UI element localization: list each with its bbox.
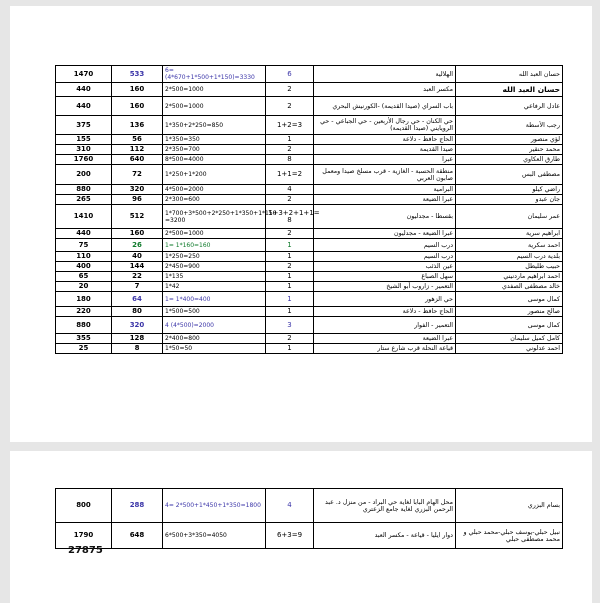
count-cell: 4 [266, 489, 314, 523]
share-cell: 512 [112, 205, 163, 229]
location-cell: عبرا الضيعة [314, 195, 456, 205]
total-cell: 155 [56, 135, 112, 145]
total-cell: 65 [56, 272, 112, 282]
total-cell: 75 [56, 239, 112, 252]
total-cell: 880 [56, 317, 112, 334]
share-cell: 112 [112, 145, 163, 155]
name-cell: راضي كيلو [456, 185, 563, 195]
location-cell: صيدا القديمة [314, 145, 456, 155]
table-row [56, 66, 563, 83]
name-cell: كامل كميل سليمان [456, 334, 563, 344]
total-cell: 110 [56, 252, 112, 262]
location-cell: محل الهام البابا لغاية حي البراد - من منزل د. عبد الرحمن البزري لغاية جامع الزعتري [314, 489, 456, 523]
location-cell: التعمير - الفوار [314, 317, 456, 334]
table-row [56, 185, 563, 195]
name-cell: كمال موسى [456, 292, 563, 307]
share-cell: 144 [112, 262, 163, 272]
location-cell: الحاج حافظ - دلاعة [314, 135, 456, 145]
table-row [56, 334, 563, 344]
name-cell: محمد حنقير [456, 145, 563, 155]
table-row [56, 145, 563, 155]
count-cell: 8 [266, 155, 314, 165]
calculation-cell: 2*300=600 [163, 195, 266, 205]
share-cell: 40 [112, 252, 163, 262]
table-row [56, 307, 563, 317]
calculation-cell: 1*250=250 [163, 252, 266, 262]
table-row [56, 83, 563, 97]
share-cell: 640 [112, 155, 163, 165]
total-cell: 220 [56, 307, 112, 317]
name-cell: حسان العبد الله [456, 66, 563, 83]
location-cell: الحاج حافظ - دلاعة [314, 307, 456, 317]
table-row [56, 239, 563, 252]
count-cell: 2 [266, 195, 314, 205]
count-cell: 6+3=9 [266, 523, 314, 549]
total-cell: 355 [56, 334, 112, 344]
location-cell: منطقة الحسبة - الغازية - قرب مسلخ صيدا ومعمل صابون العربي [314, 165, 456, 185]
count-cell: 1+2=3 [266, 116, 314, 135]
total-cell: 440 [56, 83, 112, 97]
location-cell: البرامية [314, 185, 456, 195]
name-cell: احمد سكرية [456, 239, 563, 252]
calculation-cell: 1*250+1*200 [163, 165, 266, 185]
share-cell: 96 [112, 195, 163, 205]
count-cell: 2 [266, 229, 314, 239]
table-row [56, 135, 563, 145]
location-cell: الهلالية [314, 66, 456, 83]
total-cell: 1760 [56, 155, 112, 165]
share-cell: 80 [112, 307, 163, 317]
share-cell: 320 [112, 317, 163, 334]
table-row [56, 97, 563, 116]
share-cell: 7 [112, 282, 163, 292]
count-cell: 1 [266, 292, 314, 307]
location-cell: عبرا الضيعة [314, 334, 456, 344]
name-cell: عمر سليمان [456, 205, 563, 229]
total-cell: 800 [56, 489, 112, 523]
location-cell: باب السراي (صيدا القديمة) -الكورنيش البحري [314, 97, 456, 116]
calculation-cell: 1*350+2*250=850 [163, 116, 266, 135]
calculation-cell: 2*450=900 [163, 262, 266, 272]
name-cell: حسان العبد الله [456, 83, 563, 97]
count-cell: 2 [266, 334, 314, 344]
name-cell: احمد عدلوني [456, 344, 563, 354]
document-page-2 [10, 451, 592, 603]
location-cell: درب السيم [314, 239, 456, 252]
share-cell: 64 [112, 292, 163, 307]
share-cell: 160 [112, 229, 163, 239]
calculation-cell: 1*135 [163, 272, 266, 282]
location-cell: عبرا [314, 155, 456, 165]
grand-total: 27875 [68, 545, 103, 556]
table-row [56, 292, 563, 307]
total-cell: 1470 [56, 66, 112, 83]
share-cell: 648 [112, 523, 163, 549]
allocation-table [55, 65, 563, 354]
calculation-cell: 1*50=50 [163, 344, 266, 354]
count-cell: 1 [266, 239, 314, 252]
share-cell: 22 [112, 272, 163, 282]
table-row [56, 317, 563, 334]
total-cell: 25 [56, 344, 112, 354]
name-cell: رجب الأسطة [456, 116, 563, 135]
count-cell: 3 [266, 317, 314, 334]
calculation-cell: 2*500=1000 [163, 83, 266, 97]
total-cell: 440 [56, 97, 112, 116]
table-row [56, 523, 563, 549]
calculation-cell: 2*400=800 [163, 334, 266, 344]
calculation-cell: 4= 2*500+1*450+1*350=1800 [163, 489, 266, 523]
table-row [56, 282, 563, 292]
table-row [56, 205, 563, 229]
calculation-cell: 2*500=1000 [163, 97, 266, 116]
total-cell: 265 [56, 195, 112, 205]
count-cell: 1 [266, 252, 314, 262]
count-cell: 2 [266, 145, 314, 155]
location-cell: حي الكنان - حي رجال الأربعين - حي الجباعي - حي الرويايني (صيدا القديمة) [314, 116, 456, 135]
calculation-cell: 1*350=350 [163, 135, 266, 145]
name-cell: بلدية درب السيم [456, 252, 563, 262]
total-cell: 1790 [56, 523, 112, 549]
count-cell: 4 [266, 185, 314, 195]
count-cell: 1 [266, 307, 314, 317]
count-cell: 2 [266, 262, 314, 272]
name-cell: عادل الرفاعي [456, 97, 563, 116]
calculation-cell: 1= 1*160=160 [163, 239, 266, 252]
location-cell: مكسر العبد [314, 83, 456, 97]
count-cell: 2 [266, 83, 314, 97]
table-row [56, 229, 563, 239]
share-cell: 56 [112, 135, 163, 145]
name-cell: كمال موسى [456, 317, 563, 334]
location-cell: حي الزهور [314, 292, 456, 307]
count-cell: 1+3+2+1+1= 8 [266, 205, 314, 229]
calculation-cell: 4 (4*500)=2000 [163, 317, 266, 334]
table-row [56, 165, 563, 185]
name-cell: احمد ابراهيم ماردنيني [456, 272, 563, 282]
total-cell: 310 [56, 145, 112, 155]
share-cell: 533 [112, 66, 163, 83]
total-cell: 375 [56, 116, 112, 135]
name-cell: جان عبدو [456, 195, 563, 205]
calculation-cell: 1*700+3*500+2*250+1*350+1*150 =3200 [163, 205, 266, 229]
count-cell: 1 [266, 135, 314, 145]
count-cell: 6 [266, 66, 314, 83]
table-row [56, 489, 563, 523]
calculation-cell: 2*500=1000 [163, 229, 266, 239]
name-cell: مصطفى البس [456, 165, 563, 185]
share-cell: 160 [112, 83, 163, 97]
share-cell: 136 [112, 116, 163, 135]
share-cell: 288 [112, 489, 163, 523]
table-row [56, 116, 563, 135]
share-cell: 320 [112, 185, 163, 195]
location-cell: سهل الصباغ [314, 272, 456, 282]
calculation-cell: 8*500=4000 [163, 155, 266, 165]
name-cell: ابراهيم سرية [456, 229, 563, 239]
count-cell: 1+1=2 [266, 165, 314, 185]
total-cell: 880 [56, 185, 112, 195]
name-cell: بسام البزري [456, 489, 563, 523]
total-cell: 1410 [56, 205, 112, 229]
total-cell: 440 [56, 229, 112, 239]
calculation-cell: 4*500=2000 [163, 185, 266, 195]
location-cell: عبرا الضيعة - مجدليون [314, 229, 456, 239]
table-row [56, 195, 563, 205]
calculation-cell: 2*350=700 [163, 145, 266, 155]
name-cell: لؤي منصور [456, 135, 563, 145]
table-row [56, 344, 563, 354]
share-cell: 160 [112, 97, 163, 116]
location-cell: درب السيم [314, 252, 456, 262]
count-cell: 1 [266, 282, 314, 292]
total-cell: 20 [56, 282, 112, 292]
count-cell: 1 [266, 344, 314, 354]
calculation-cell: 1*500=500 [163, 307, 266, 317]
table-row [56, 155, 563, 165]
document-page-1 [10, 6, 592, 442]
location-cell: دوار ايليا - قياعة - مكسر العبد [314, 523, 456, 549]
name-cell: طارق العكاوي [456, 155, 563, 165]
calculation-cell: 1= 1*400=400 [163, 292, 266, 307]
table-row [56, 252, 563, 262]
location-cell: عين الذئب [314, 262, 456, 272]
name-cell: خالد مصطفى الصفدي [456, 282, 563, 292]
share-cell: 72 [112, 165, 163, 185]
total-cell: 180 [56, 292, 112, 307]
calculation-cell: 6= (4*670+1*500+1*150)=3330 [163, 66, 266, 83]
calculation-cell: 1*42 [163, 282, 266, 292]
name-cell: حبيب طليطل [456, 262, 563, 272]
share-cell: 26 [112, 239, 163, 252]
share-cell: 128 [112, 334, 163, 344]
total-cell: 200 [56, 165, 112, 185]
count-cell: 1 [266, 272, 314, 282]
location-cell: قياعة النحلة قرب شارع ستار [314, 344, 456, 354]
location-cell: التعمير - زاروب أبو الشيخ [314, 282, 456, 292]
allocation-table-continued [55, 488, 563, 549]
name-cell: صالح منصور [456, 307, 563, 317]
count-cell: 2 [266, 97, 314, 116]
table-row [56, 272, 563, 282]
location-cell: بقسطا - مجدليون [314, 205, 456, 229]
total-cell: 400 [56, 262, 112, 272]
table-row [56, 262, 563, 272]
name-cell: نبيل حبلي-يوسف حبلي-محمد حبلي و محمد مصطفى حبلي [456, 523, 563, 549]
calculation-cell: 6*500+3*350=4050 [163, 523, 266, 549]
share-cell: 8 [112, 344, 163, 354]
